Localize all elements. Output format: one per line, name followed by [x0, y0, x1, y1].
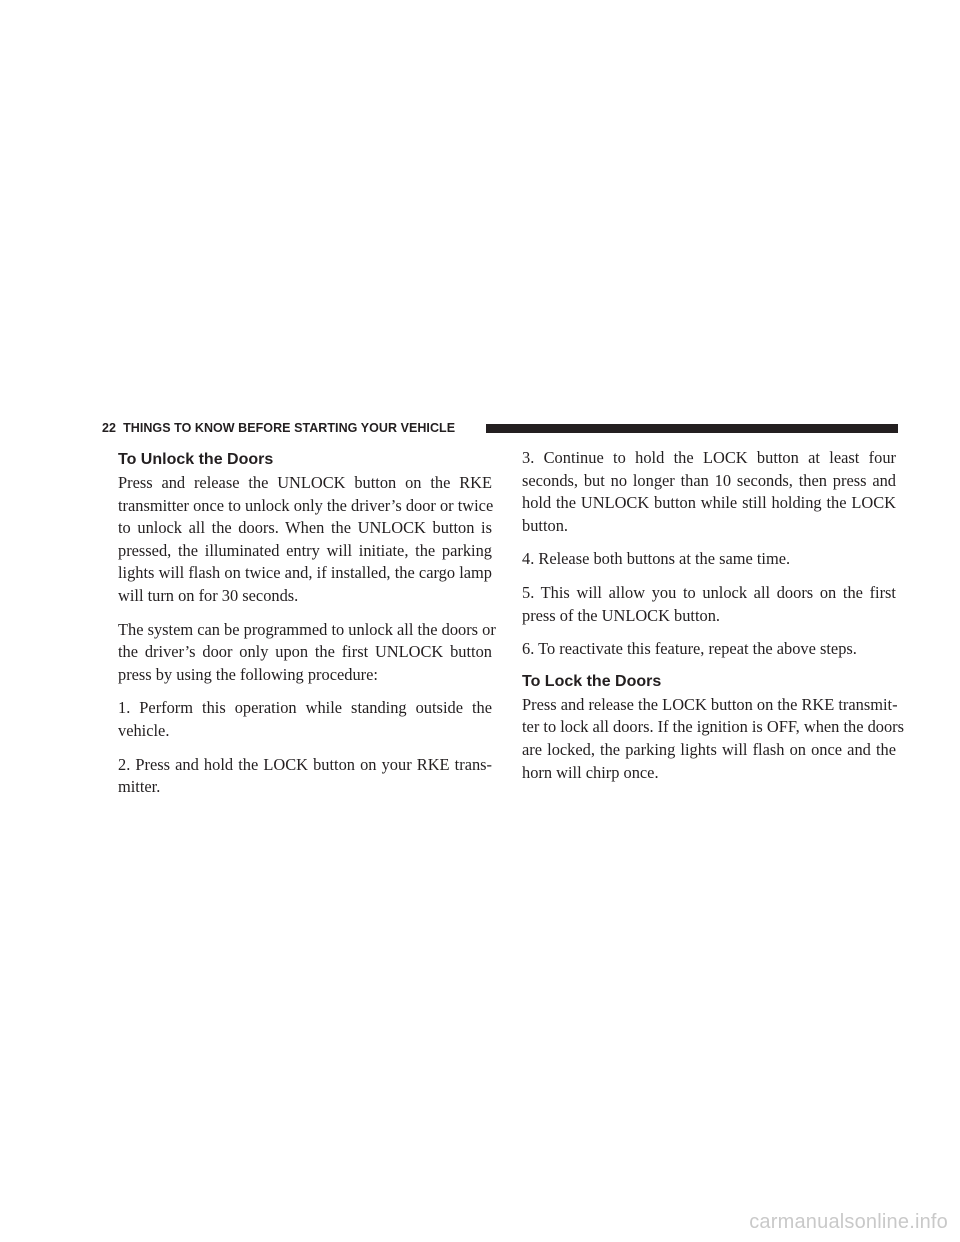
text-line: press of the UNLOCK button.	[522, 605, 721, 625]
procedure-step-6	[522, 638, 896, 661]
text-line: vehicle.	[118, 720, 170, 740]
text-line: are locked, the parking lights will flash on once and the	[522, 739, 896, 759]
text-line: The system can be programmed to unlock all the doors or	[118, 619, 496, 639]
text-line: button.	[522, 515, 568, 535]
lock-doors-heading: To Lock the Doors	[522, 672, 662, 690]
lock-paragraph-1	[522, 694, 905, 784]
text-line: to unlock all the doors. When the UNLOCK button is	[118, 518, 492, 538]
right-column	[522, 447, 905, 795]
text-line: Press and release the UNLOCK button on the RKE	[118, 473, 492, 492]
unlock-paragraph-1	[118, 472, 492, 608]
procedure-step-2	[118, 754, 492, 799]
text-line: 5. This will allow you to unlock all doors on the first	[522, 582, 896, 602]
text-line: hold the UNLOCK button while still holding the LOCK	[522, 493, 896, 513]
text-line: 3. Continue to hold the LOCK button at least four	[522, 448, 896, 467]
text-line: 6. To reactivate this feature, repeat the above steps.	[522, 639, 857, 659]
text-line: lights will flash on twice and, if installed, the cargo lamp	[118, 563, 492, 583]
unlock-doors-heading: To Unlock the Doors	[118, 451, 274, 468]
text-line: pressed, the illuminated entry will initiate, the parking	[118, 540, 492, 560]
text-line: horn will chirp once.	[522, 762, 659, 782]
running-header	[102, 421, 455, 436]
text-line: mitter.	[118, 777, 161, 797]
procedure-step-5	[522, 582, 896, 627]
text-line: transmitter once to unlock only the driver’s door or twice	[118, 495, 494, 515]
unlock-paragraph-2	[118, 619, 496, 687]
text-line: 2. Press and hold the LOCK button on your RKE trans-	[118, 754, 492, 774]
text-line: ter to lock all doors. If the ignition is OFF, when the doors	[522, 717, 905, 737]
text-line: Press and release the LOCK button on the RKE transmit-	[522, 694, 898, 714]
text-line: press by using the following procedure:	[118, 664, 378, 684]
text-line: 1. Perform this operation while standing outside the	[118, 698, 492, 718]
page-number: 22	[102, 421, 117, 435]
procedure-step-4	[522, 548, 896, 571]
section-title: THINGS TO KNOW BEFORE STARTING YOUR VEHICLE	[123, 421, 456, 435]
procedure-step-1	[118, 697, 492, 742]
left-column	[118, 447, 496, 810]
procedure-step-3	[522, 447, 896, 537]
text-line: seconds, but no longer than 10 seconds, then press and	[522, 470, 896, 490]
page-header	[102, 421, 898, 436]
header-rule	[486, 424, 898, 433]
text-line: 4. Release both buttons at the same time.	[522, 549, 791, 569]
text-line: will turn on for 30 seconds.	[118, 585, 299, 605]
text-line: the driver’s door only upon the first UNLOCK button	[118, 642, 492, 662]
site-watermark: carmanualsonline.info	[749, 1211, 948, 1233]
